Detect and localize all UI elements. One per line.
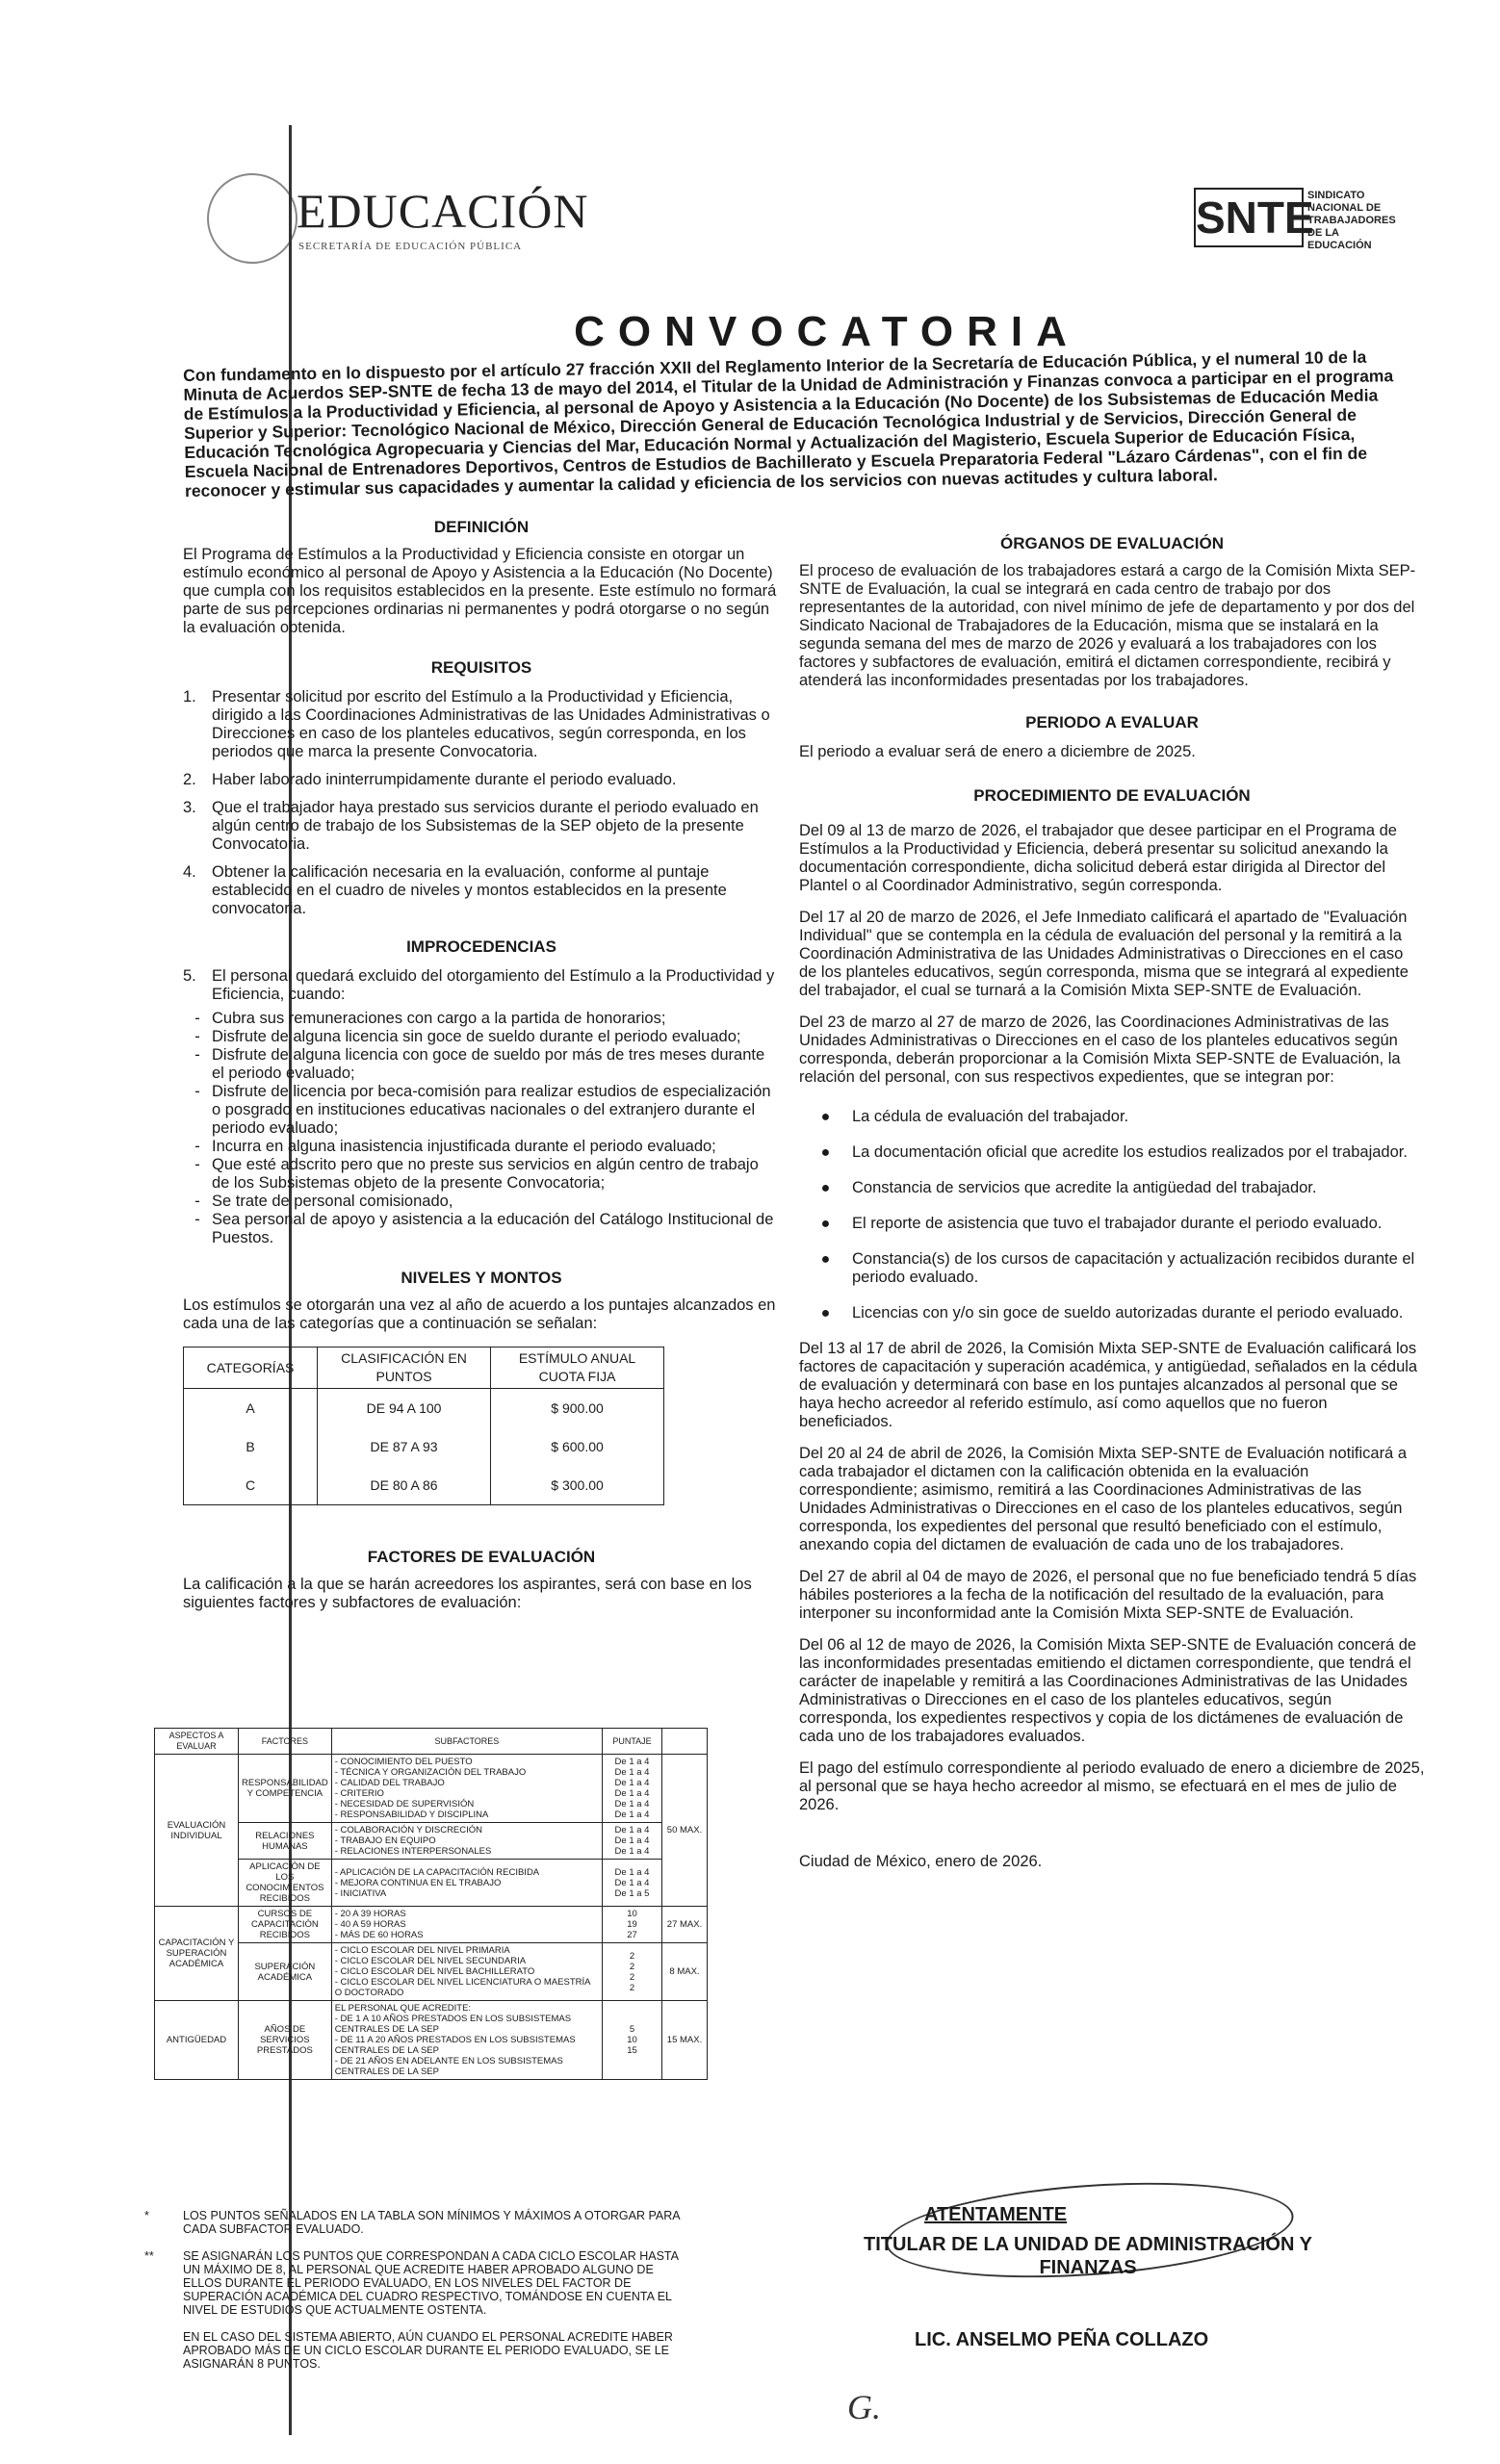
table-cell: AÑOS DE SERVICIOS PRESTADOS [239,2001,332,2080]
definicion-text: El Programa de Estímulos a la Productividad y Eficiencia consiste en otorgar un estímulo económico al personal de Apoyo y Asistencia a la Educación (No Docente) que cumpla con los requisitos establecidos en la presente. Este estímulo no formará parte de sus percepciones ordinarias ni permanentes y podrá otorgarse o no según la evaluación obtenida. [183,546,777,636]
periodo-text: El periodo a evaluar será de enero a diciembre de 2025. [799,743,1196,760]
signature-name: LIC. ANSELMO PEÑA COLLAZO [915,2329,1209,2350]
list-number: 1. [183,688,196,706]
table-cell: 8 MAX. [662,1943,708,2001]
note-marker: * [144,2209,149,2222]
list-item: - Disfrute de alguna licencia con goce de sueldo por más de tres meses durante el periodo evaluado; [183,1046,780,1083]
procedimiento-paragraph: Del 13 al 17 de abril de 2026, la Comisión Mixta SEP-SNTE de Evaluación calificará los factores de capacitación y superación académica, y antigüedad, señalados en la cédula de evaluación y determinará con base en los puntajes alcanzados al personal que se haya hecho acreedor al referido estímulo, así como aquellos que no fueron beneficiados. [799,1340,1418,1430]
table-cell: $ 300.00 [491,1466,664,1505]
list-number: 3. [183,799,196,816]
list-text: El reporte de asistencia que tuvo el trabajador durante el periodo evaluado. [852,1215,1383,1232]
table-cell: APLICACIÓN DE LOS CONOCIMIENTOS RECIBIDOS [239,1860,332,1907]
table-cell: 10 19 27 [603,1907,662,1943]
table-header: CLASIFICACIÓN EN PUNTOS [318,1348,491,1389]
table-cell: DE 87 A 93 [318,1427,491,1466]
procedimiento-paragraph: Del 23 de marzo al 27 de marzo de 2026, las Coordinaciones Administrativas de las Unidades Administrativas o Direcciones en el caso de los planteles educativos según corresponda, deberán proporcionar a la Comisión Mixta SEP-SNTE de Evaluación, la relación del personal, con sus respectivos expedientes, que se integran por: [799,1014,1401,1086]
note-marker [144,2330,183,2371]
list-item: - Se trate de personal comisionado, [194,1193,453,1210]
list-number: 2. [183,771,196,788]
list-item: ● La documentación oficial que acredite los estudios realizados por el trabajador. [820,1143,1408,1161]
procedimiento-heading: PROCEDIMIENTO DE EVALUACIÓN [973,786,1251,805]
list-text: Que el trabajador haya prestado sus servicios durante el periodo evaluado en algún centro de trabajo de los Subsistemas de la SEP objeto de la presente Convocatoria. [212,799,759,853]
document-date: Ciudad de México, enero de 2026. [799,1853,1043,1870]
note-item [144,2249,693,2317]
list-text: Disfrute de licencia por beca-comisión para realizar estudios de especialización o posgrado en instituciones educativas nacionales o del extranjero durante el periodo evaluado; [212,1083,771,1137]
table-header: PUNTAJE [603,1729,662,1755]
table-header-row [155,1729,708,1755]
improcedencias-heading: IMPROCEDENCIAS [406,937,556,956]
list-item: - Que esté adscrito pero que no preste sus servicios en algún centro de trabajo de los Subsistemas objeto de la presente Convocatoria; [183,1156,780,1193]
page-title: CONVOCATORIA [574,308,1080,355]
table-row [155,1755,708,1823]
note-item [144,2209,693,2236]
table-cell: De 1 a 4 De 1 a 4 De 1 a 4 [603,1823,662,1860]
list-text: La cédula de evaluación del trabajador. [852,1108,1129,1125]
table-cell: CAPACITACIÓN Y SUPERACIÓN ACADÉMICA [155,1907,239,2001]
table-cell: RELACIONES HUMANAS [239,1823,332,1860]
snte-logo [1194,188,1406,255]
note-item [144,2330,693,2371]
list-text: Incurra en alguna inasistencia injustificada durante el periodo evaluado; [212,1138,716,1155]
list-item [183,771,780,789]
snte-logo-text [1307,190,1406,252]
requisitos-list [183,688,780,918]
list-text: Sea personal de apoyo y asistencia a la educación del Catálogo Institucional de Puestos. [212,1211,774,1246]
sep-logo-subtitle: SECRETARÍA DE EDUCACIÓN PÚBLICA [298,241,523,252]
factores-heading: FACTORES DE EVALUACIÓN [367,1548,596,1566]
list-item: - Incurra en alguna inasistencia injustificada durante el periodo evaluado; [194,1138,716,1155]
list-text: El personal quedará excluido del otorgamiento del Estímulo a la Productividad y Eficiencia, cuando: [212,967,775,1003]
sep-logo-title: EDUCACIÓN [297,184,589,238]
table-cell: RESPONSABILIDAD Y COMPETENCIA [239,1755,332,1823]
list-text: Licencias con y/o sin goce de sueldo autorizadas durante el periodo evaluado. [852,1304,1404,1322]
table-row [184,1389,664,1428]
table-header: ASPECTOS A EVALUAR [155,1729,239,1755]
snte-line: SINDICATO [1307,190,1365,201]
table-row [155,1907,708,1943]
table-cell: ANTIGÜEDAD [155,2001,239,2080]
table-cell: $ 900.00 [491,1389,664,1428]
list-text: Presentar solicitud por escrito del Estímulo a la Productividad y Eficiencia, dirigido a las Coordinaciones Administrativas de las Unidades Administrativas o Direcciones en caso de los planteles educativos, según corresponda, en los periodos que marca la presente Convocatoria. [212,688,770,760]
table-header [662,1729,708,1755]
list-text: Se trate de personal comisionado, [212,1193,453,1210]
requisitos-heading: REQUISITOS [430,658,532,677]
niveles-intro: Los estímulos se otorgarán una vez al año de acuerdo a los puntajes alcanzados en cada una de las categorías que a continuación se señalan: [183,1296,776,1332]
intro-paragraph: Con fundamento en lo dispuesto por el artículo 27 fracción XXII del Reglamento Interior de la Secretaría de Educación Pública, y el numeral 10 de la Minuta de Acuerdos SEP-SNTE de fecha 13 de mayo del 2014, el Titular de la Unidad de Administración y Finanzas convoca a participar en el programa de Estímulos a la Productividad y Eficiencia, al personal de Apoyo y Asistencia a la Educación (No Docente) de los Subsistemas de Educación Media Superior y Superior: Tecnológico Nacional de México, Dirección General de Educación Tecnológica Industrial y de Servicios, Dirección General de Educación Tecnológica Agropecuaria y Ciencias del Mar, Educación Normal y Actualización del Magisterio, Escuela Superior de Educación Física, Escuela Nacional de Entrenadores Deportivos, Centros de Estudios de Bachillerato y Escuela Preparatoria Federal "Lázaro Cárdenas", con el fin de reconocer y estimular sus capacidades y aumentar la calidad y eficiencia de los servicios con nuevas actitudes y cultura laboral. [183,346,1394,500]
procedimiento-paragraph: Del 09 al 13 de marzo de 2026, el trabajador que desee participar en el Programa de Estímulos a la Productividad y Eficiencia, deberá presentar su solicitud anexando la documentación correspondiente, dicha solicitud deberá estar dirigida al Director del Plantel o al Coordinador Administrativo, según corresponda. [799,822,1397,894]
list-text: Cubra sus remuneraciones con cargo a la partida de honorarios; [212,1010,666,1027]
list-text: Haber laborado ininterrumpidamente durante el periodo evaluado. [212,771,677,788]
table-cell: De 1 a 4 De 1 a 4 De 1 a 5 [603,1860,662,1907]
signature-cargo: TITULAR DE LA UNIDAD DE ADMINISTRACIÓN Y FINANZAS [864,2234,1312,2278]
table-cell: B [184,1427,318,1466]
table-cell: 5 10 15 [603,2001,662,2080]
table-cell: CURSOS DE CAPACITACIÓN RECIBIDOS [239,1907,332,1943]
procedimiento-paragraph: Del 27 de abril al 04 de mayo de 2026, el personal que no fue beneficiado tendrá 5 días hábiles posteriores a la fecha de la notificación del resultado de la evaluación, para interponer su inconformidad ante la Comisión Mixta SEP-SNTE de Evaluación. [799,1568,1417,1622]
sep-seal [207,173,297,264]
table-cell: 15 MAX. [662,2001,708,2080]
factores-intro: La calificación a la que se harán acreedores los aspirantes, será con base en los siguientes factores y subfactores de evaluación: [183,1576,752,1611]
snte-line: EDUCACIÓN [1307,240,1372,251]
table-header: SUBFACTORES [331,1729,602,1755]
factores-table [154,1728,708,2080]
definicion-heading: DEFINICIÓN [433,518,530,536]
list-number: 4. [183,863,196,881]
list-text: Disfrute de alguna licencia con goce de sueldo por más de tres meses durante el periodo evaluado; [212,1046,765,1082]
table-notes [144,2209,693,2384]
list-text: Disfrute de alguna licencia sin goce de sueldo durante el periodo evaluado; [212,1028,741,1045]
note-marker: ** [144,2249,154,2263]
snte-line: NACIONAL DE [1307,202,1382,214]
table-header-row [184,1348,664,1389]
snte-line: TRABAJADORES DE LA [1307,215,1396,239]
table-header: FACTORES [239,1729,332,1755]
table-row [155,1860,708,1907]
list-item [183,799,780,854]
table-cell: - CONOCIMIENTO DEL PUESTO - TÉCNICA Y ORGANIZACIÓN DEL TRABAJO - CALIDAD DEL TRABAJO - CRITERIO - NECESIDAD DE SUPERVISIÓN - RESPONSABILIDAD Y DISCIPLINA [331,1755,602,1823]
right-column [799,534,1425,1871]
list-item: - Disfrute de licencia por beca-comisión para realizar estudios de especialización o posgrado en instituciones educativas nacionales o del extranjero durante el periodo evaluado; [183,1083,780,1138]
table-cell: EL PERSONAL QUE ACREDITE: - DE 1 A 10 AÑOS PRESTADOS EN LOS SUBSISTEMAS CENTRALES DE LA SEP - DE 11 A 20 AÑOS PRESTADOS EN LOS SUBSISTEMAS CENTRALES DE LA SEP - DE 21 AÑOS EN ADELANTE EN LOS SUBSISTEMAS CENTRALES DE LA SEP [331,2001,602,2080]
table-cell: - 20 A 39 HORAS - 40 A 59 HORAS - MÁS DE 60 HORAS [331,1907,602,1943]
table-row [155,1823,708,1860]
list-number: 5. [183,967,196,985]
list-item: ● Licencias con y/o sin goce de sueldo autorizadas durante el periodo evaluado. [820,1304,1404,1322]
table-cell: - APLICACIÓN DE LA CAPACITACIÓN RECIBIDA - MEJORA CONTINUA EN EL TRABAJO - INICIATIVA [331,1860,602,1907]
table-cell: DE 94 A 100 [318,1389,491,1428]
organos-text: El proceso de evaluación de los trabajadores estará a cargo de la Comisión Mixta SEP-SNTE de Evaluación, la cual se integrará en cada centro de trabajo por dos representantes de la autoridad, con nivel mínimo de jefe de departamento y por dos del Sindicato Nacional de Trabajadores de la Educación, misma que se instalará en la segunda semana del mes de marzo de 2026 y evaluará a los trabajadores con los factores y subfactores de evaluación, emitirá el dictamen correspondiente, recibirá y atenderá las inconformidades presentadas por los trabajadores. [799,562,1416,689]
table-cell: SUPERACIÓN ACADÉMICA [239,1943,332,2001]
list-text: Constancia de servicios que acredite la antigüedad del trabajador. [852,1179,1317,1196]
table-cell: 2 2 2 2 [603,1943,662,2001]
list-item: ● Constancia(s) de los cursos de capacitación y actualización recibidos durante el periodo evaluado. [799,1250,1425,1287]
list-item: ● La cédula de evaluación del trabajador. [820,1108,1129,1125]
table-cell: 27 MAX. [662,1907,708,1943]
list-item [183,863,780,918]
table-cell: - COLABORACIÓN Y DISCRECIÓN - TRABAJO EN EQUIPO - RELACIONES INTERPERSONALES [331,1823,602,1860]
left-column [183,518,780,1612]
note-text: SE ASIGNARÁN LOS PUNTOS QUE CORRESPONDAN A CADA CICLO ESCOLAR HASTA UN MÁXIMO DE 8, AL PERSONAL QUE ACREDITE HABER APROBADO ALGUNO DE ELLOS DURANTE EL PERIODO EVALUADO, EN LOS NIVELES DEL FACTOR DE SUPERACIÓN ACADÉMICA DEL CUADRO RESPECTIVO, TOMÁNDOSE EN CUENTA EL NIVEL DE ESTUDIOS QUE ACTUALMENTE OSTENTA. [183,2249,679,2317]
table-cell: C [184,1466,318,1505]
signature-atentamente: ATENTAMENTE [924,2204,1068,2225]
organos-heading: ÓRGANOS DE EVALUACIÓN [999,534,1225,552]
table-cell: EVALUACIÓN INDIVIDUAL [155,1755,239,1907]
procedimiento-paragraph: El pago del estímulo correspondiente al periodo evaluado de enero a diciembre de 2025, al personal que se haya hecho acreedor al mismo, se efectuará en el mes de julio de 2026. [799,1759,1425,1813]
note-text: EN EL CASO DEL SISTEMA ABIERTO, AÚN CUANDO EL PERSONAL ACREDITE HABER APROBADO MÁS DE UN CICLO ESCOLAR DURANTE EL PERIODO EVALUADO, SE LE ASIGNARÁN 8 PUNTOS. [183,2330,673,2371]
periodo-heading: PERIODO A EVALUAR [1025,713,1199,732]
list-item: - Sea personal de apoyo y asistencia a la educación del Catálogo Institucional de Puestos. [183,1211,780,1247]
list-text: Que esté adscrito pero que no preste sus servicios en algún centro de trabajo de los Subsistemas objeto de la presente Convocatoria; [212,1156,759,1192]
table-cell: A [184,1389,318,1428]
procedimiento-paragraph: Del 06 al 12 de mayo de 2026, la Comisión Mixta SEP-SNTE de Evaluación concerá de las inconformidades presentadas emitiendo el dictamen correspondiente, que tendrá el carácter de inapelable y remitirá a las Coordinaciones Administrativas de las Unidades Administrativas o Direcciones en el caso de los planteles educativos, según corresponda, los expedientes respectivos y copia de los dictámenes de evaluación de cada uno de los trabajadores evaluados. [799,1636,1417,1745]
list-text: La documentación oficial que acredite los estudios realizados por el trabajador. [852,1143,1408,1161]
table-header: ESTÍMULO ANUAL CUOTA FIJA [491,1348,664,1389]
table-cell: - CICLO ESCOLAR DEL NIVEL PRIMARIA - CICLO ESCOLAR DEL NIVEL SECUNDARIA - CICLO ESCOLAR DEL NIVEL BACHILLERATO - CICLO ESCOLAR DEL NIVEL LICENCIATURA O MAESTRÍA O DOCTORADO [331,1943,602,2001]
handwritten-initial: G. [847,2388,881,2426]
table-row [155,2001,708,2080]
list-item: - Disfrute de alguna licencia sin goce de sueldo durante el periodo evaluado; [194,1028,741,1045]
list-item: ● El reporte de asistencia que tuvo el trabajador durante el periodo evaluado. [820,1215,1383,1232]
table-cell: DE 80 A 86 [318,1466,491,1505]
list-item: ● Constancia de servicios que acredite la antigüedad del trabajador. [820,1179,1317,1196]
table-row [155,1943,708,2001]
niveles-heading: NIVELES Y MONTOS [401,1269,562,1287]
list-text: Obtener la calificación necesaria en la evaluación, conforme al puntaje establecido en el cuadro de niveles y montos establecidos en la presente convocatoria. [212,863,727,917]
list-item: - Cubra sus remuneraciones con cargo a la partida de honorarios; [194,1010,666,1027]
table-cell: 50 MAX. [662,1755,708,1907]
snte-logo-mark: SNTE [1194,188,1304,247]
improcedencias-list [183,1010,780,1247]
niveles-table [183,1347,664,1505]
table-cell: $ 600.00 [491,1427,664,1466]
list-item [183,688,780,761]
table-row [184,1427,664,1466]
list-text: Constancia(s) de los cursos de capacitación y actualización recibidos durante el periodo evaluado. [852,1250,1415,1286]
note-text: LOS PUNTOS SEÑALADOS EN LA TABLA SON MÍNIMOS Y MÁXIMOS A OTORGAR PARA CADA SUBFACTOR EVALUADO. [183,2209,680,2236]
table-cell: De 1 a 4 De 1 a 4 De 1 a 4 De 1 a 4 De 1 a 4 De 1 a 4 [603,1755,662,1823]
procedimiento-paragraph: Del 17 al 20 de marzo de 2026, el Jefe Inmediato calificará el apartado de "Evaluación Individual" que se contempla en la cédula de evaluación del personal y la remitirá a la Coordinación Administrativa de las Unidades Administrativas o Direcciones en el caso de los planteles educativos, según corresponda, misma que se integrará al expediente del trabajador, el cual se turnará a la Comisión Mixta SEP-SNTE de Evaluación. [799,909,1409,999]
expediente-list [799,1108,1425,1322]
procedimiento-paragraph: Del 20 al 24 de abril de 2026, la Comisión Mixta SEP-SNTE de Evaluación notificará a cada trabajador el dictamen con la calificación obtenida en la evaluación correspondiente; asimismo, remitirá a las Coordinaciones Administrativas de las Unidades Administrativas o Direcciones en el caso de los planteles educativos, según corresponda, los expedientes del personal que resultó beneficiado con el estímulo, anexando copia del dictamen de evaluación de cada uno de los trabajadores. [799,1445,1407,1553]
table-header: CATEGORÍAS [184,1348,318,1389]
list-item [183,967,780,1004]
table-row [184,1466,664,1505]
